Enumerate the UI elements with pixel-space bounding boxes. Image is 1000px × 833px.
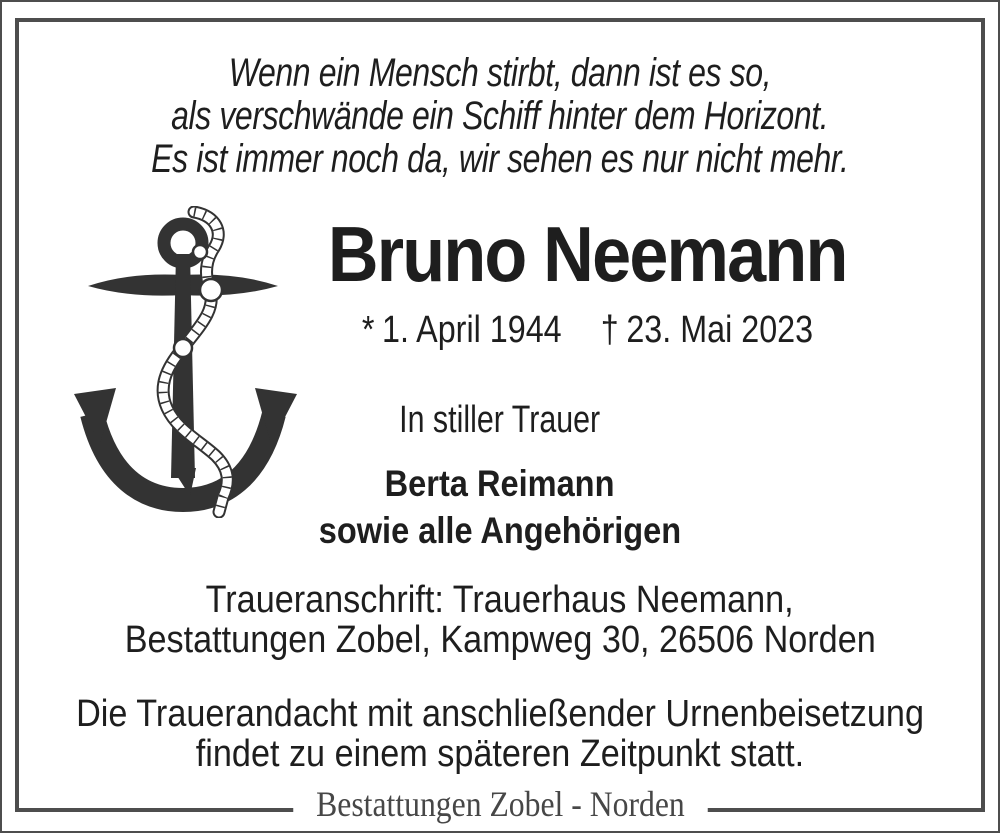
mourning-intro-text: In stiller Trauer [399,399,601,441]
birth-symbol: * [361,309,375,351]
life-dates [175,310,1000,350]
birth-date: 1. April 1944 [382,309,562,351]
deceased-name-heading [175,210,1000,298]
deceased-name: Bruno Neemann [328,210,847,298]
address-line-1: Traueranschrift: Trauerhaus Neemann, [205,579,795,621]
mourners-list [0,460,1000,554]
funeral-home-banner [0,784,1000,824]
mourner-name: Berta Reimann [385,463,615,504]
ceremony-line-2: findet zu einem späteren Zeitpunkt statt. [195,733,805,775]
quote-line-3: Es ist immer noch da, wir sehen es nur nicht mehr. [151,137,849,181]
death-symbol: † [600,309,619,351]
death-date: 23. Mai 2023 [626,309,814,351]
address-line-2: Bestattungen Zobel, Kampweg 30, 26506 Norden [124,619,876,661]
funeral-home-name: Bestattungen Zobel - Norden [293,784,707,824]
mourners-relatives: sowie alle Angehörigen [318,510,682,551]
ceremony-line-1: Die Trauerandacht mit anschließender Urnenbeisetzung [76,693,924,735]
quote-line-1: Wenn ein Mensch stirbt, dann ist es so, [228,51,772,95]
ceremony-info [0,694,1000,774]
quote-line-2: als verschwände ein Schiff hinter dem Horizont. [171,94,829,138]
mourning-address [0,580,1000,660]
memorial-quote [0,52,1000,181]
mourning-intro [0,400,1000,440]
